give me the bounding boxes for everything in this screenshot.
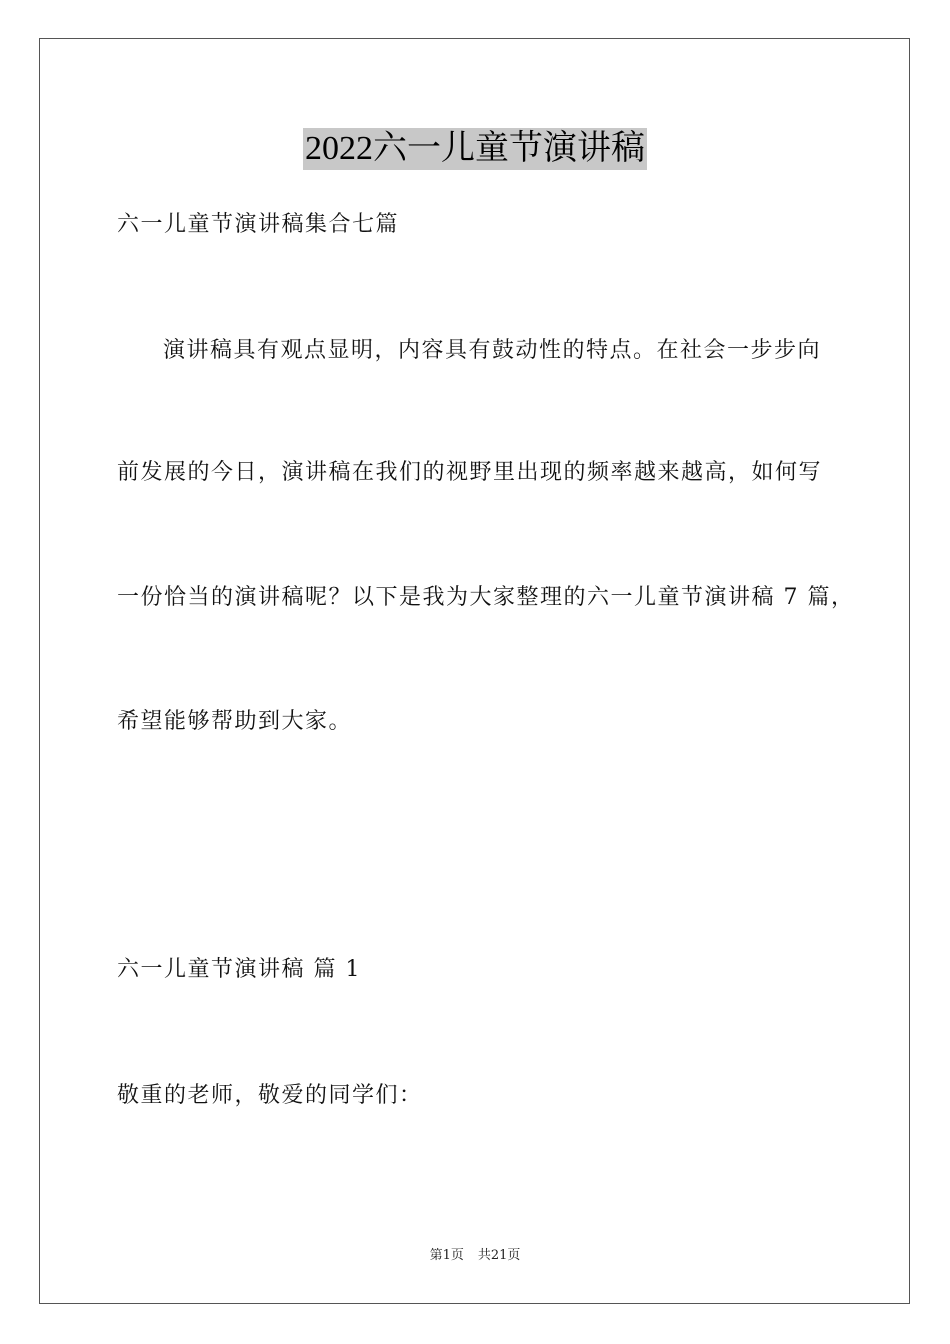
page-footer <box>0 1247 950 1265</box>
total-pages-label: 共21页 <box>477 1248 521 1263</box>
intro-line-3: 一份恰当的演讲稿呢？以下是我为大家整理的六一儿童节演讲稿 7 篇， <box>117 585 855 610</box>
section-heading: 六一儿童节演讲稿 篇 1 <box>117 957 361 982</box>
document-title: 2022六一儿童节演讲稿 <box>303 128 647 170</box>
document-subtitle: 六一儿童节演讲稿集合七篇 <box>117 212 400 237</box>
intro-line-1: 演讲稿具有观点显明，内容具有鼓动性的特点。在社会一步步向 <box>163 338 822 363</box>
title-container <box>0 128 950 170</box>
greeting-line: 敬重的老师，敬爱的同学们： <box>117 1083 423 1108</box>
page-number-label: 第1页 <box>429 1248 464 1263</box>
intro-line-2: 前发展的今日，演讲稿在我们的视野里出现的频率越来越高，如何写 <box>117 460 823 485</box>
intro-line-4: 希望能够帮助到大家。 <box>117 709 353 734</box>
